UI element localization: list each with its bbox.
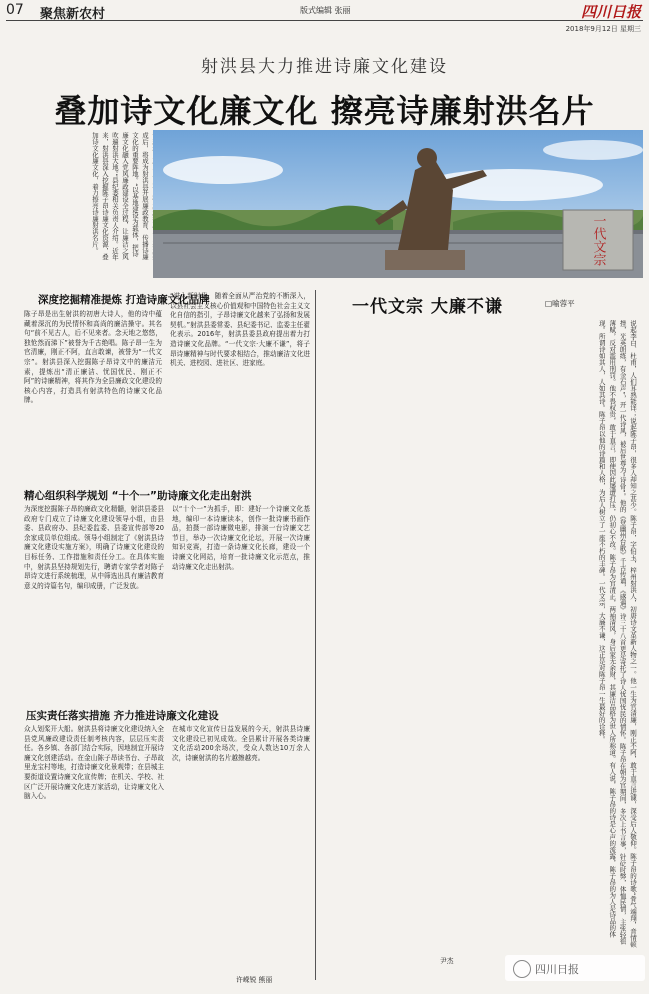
page-header bbox=[0, 0, 649, 36]
author-credit-2: 尹杰 bbox=[440, 957, 454, 965]
watermark-text: 四川日报 bbox=[535, 963, 579, 976]
statue-photo-illustration bbox=[153, 130, 643, 278]
issue-date: 2018年9月12日 星期三 bbox=[565, 25, 641, 33]
article-subtitle: 射洪县大力推进诗廉文化建设 bbox=[201, 57, 448, 77]
feature-title: 一代文宗 大廉不谦 bbox=[352, 297, 503, 317]
wechat-icon bbox=[513, 960, 531, 978]
section-heading-3: 压实责任落实措施 齐力推进诗廉文化建设 bbox=[26, 710, 219, 722]
column-divider bbox=[315, 290, 316, 980]
feature-byline: □喻蓉平 bbox=[545, 299, 575, 308]
section-2-col-a: 为深度挖掘陈子昂的廉政文化精髓，射洪县委县政府专门成立了诗廉文化建设领导小组，由县委、县政府办、县纪委监委、县委宣传部等20余家成员单位组成。领导小组制定了《射洪县诗廉文化建设实施方案》，明确了诗廉文化建设的目标任务、工作措施和责任分工。在具体实施中，射洪县坚持规划先行，聘请专家学者对陈子昂诗文进行系统梳理，从中筛选出具有廉洁教育意义的诗篇名句，编印成册，广泛发放。 bbox=[24, 505, 164, 590]
statue-photo bbox=[153, 130, 643, 278]
section-3-col-a: 众人划桨开大船。射洪县将诗廉文化建设纳入全县党风廉政建设责任制考核内容，层层压实责任。各乡镇、各部门结合实际，因地制宜开展诗廉文化创建活动。在金山陈子昂读书台、子昂故里龙宝村等地，打造诗廉文化景观带；在县城主要街道设置诗廉文化宣传牌；在机关、学校、社区广泛开展诗廉文化进万家活动，让诗廉文化入脑入心。 bbox=[24, 725, 164, 801]
page-number: 07 bbox=[6, 2, 24, 18]
article-headline: 叠加诗文化廉文化 擦亮诗廉射洪名片 bbox=[54, 92, 595, 130]
section-1-col-a: 陈子昂是出生射洪的初唐大诗人，他的诗中蕴藏着深沉的为民情怀和高尚的廉洁操守。其名句“前不见古人，后不见来者。念天地之悠悠，独怆然而涕下”被誉为千古绝唱。陈子昂一生为官清廉，刚正不阿，直言敢谏，被誉为“一代文宗”。射洪县深入挖掘陈子昂诗文中的廉洁元素，提炼出“清正廉洁、忧国忧民、刚正不阿”的诗廉精神，将其作为全县廉政文化建设的核心内容，打造具有射洪特色的诗廉文化品牌。 bbox=[24, 310, 162, 405]
feature-body: 说起李白、杜甫，人们耳熟能详；说起陈子昂，很多人却知之甚少。陈子昂，字伯玉，梓州射洪人，初唐诗文革新人物之一。他一生为官清廉，刚正不阿，敢于直言进谏，深受后人敬仰。陈子昂的诗歌“骨气端翔，音情顿挫，光英朗练，有金石声”，开一代诗风，被后世尊为“诗骨”。他的《登幽州台歌》千古传诵，《感遇》诗三十八首更是寄托了诗人忧国忧民的情怀。陈子昂在朝为官期间，多次上书言事，针砭时弊，体恤民情，主张轻徭薄赋，反对滥用刑罚。他不畏权贵，敢于直言，即使因此屡遭打压，仍初心不改。陈子昂为官清正，两袖清风，身后家无余财，其廉洁品格为世人所称道。有人说，陈子昂的诗是心声的流露，陈子昂的为人是诗品的体现。所谓诗如其人，人如其诗。陈子昂以他的诗篇和人格，为后人树立了一座不朽的丰碑。一代文宗，大廉不谦，这正是对陈子昂一生最好的诠释。 bbox=[597, 320, 637, 948]
lead-paragraph: 成后，将成为射洪县开展廉政教育、传播诗廉文化的重要阵地。“以基地建设为载体，把诗廉文化融入党风廉政建设全过程，让廉洁之风吹遍射洪大地。”县纪委相关负责人介绍。近年来，射洪县深入挖掘陈子昂诗廉文化资源，叠加诗文化廉文化，着力擦亮诗廉射洪名片。 bbox=[91, 132, 149, 261]
section-1-col-b: “进入新时代，随着全面从严治党的不断深入，以县社会主义核心价值观和中国特色社会主义文化自信的指引，子昂诗廉文化越来了弘扬和发展契机。”射洪县委常委、县纪委书记、监委主任翟化表示。2016年，射洪县委县政府提出着力打造诗廉文化品牌。“一代文宗·大廉不谦”，将子昂诗廉精神与时代要求相结合，推动廉洁文化进机关、进校园、进社区、进家庭。 bbox=[170, 292, 310, 368]
watermark bbox=[505, 955, 645, 981]
author-credit-1: 许嵘锐 熊丽 bbox=[236, 976, 273, 984]
section-3-col-b: 在城市文化宣传日益发展的今天，射洪县诗廉文化建设已初见成效。全县累计开展各类诗廉文化活动200余场次，受众人数达10万余人次，诗廉射洪的名片越擦越亮。 bbox=[172, 725, 310, 762]
section-heading-2: 精心组织科学规划 “十个一”助诗廉文化走出射洪 bbox=[24, 490, 252, 502]
section-heading-1: 深度挖掘精准提炼 打造诗廉文化品牌 bbox=[38, 294, 210, 306]
section-2-col-b: 以“十个一”为抓手，即：建好一个诗廉文化基地，编印一本诗廉读本，创作一批诗廉书画作品，拍摄一部诗廉微电影，排演一台诗廉文艺节目，举办一次诗廉文化论坛，开展一次诗廉知识竞赛，打造一条诗廉文化长廊，建设一个诗廉文化网站，培育一批诗廉文化示范点，推动诗廉文化走出射洪。 bbox=[172, 505, 310, 571]
editor-credit: 版式编辑 张丽 bbox=[300, 6, 351, 15]
plaque-text: 一代文宗 bbox=[590, 214, 606, 266]
section-name: 聚焦新农村 bbox=[40, 7, 106, 22]
paper-logo: 四川日报 bbox=[580, 3, 641, 21]
header-rule bbox=[6, 20, 643, 21]
